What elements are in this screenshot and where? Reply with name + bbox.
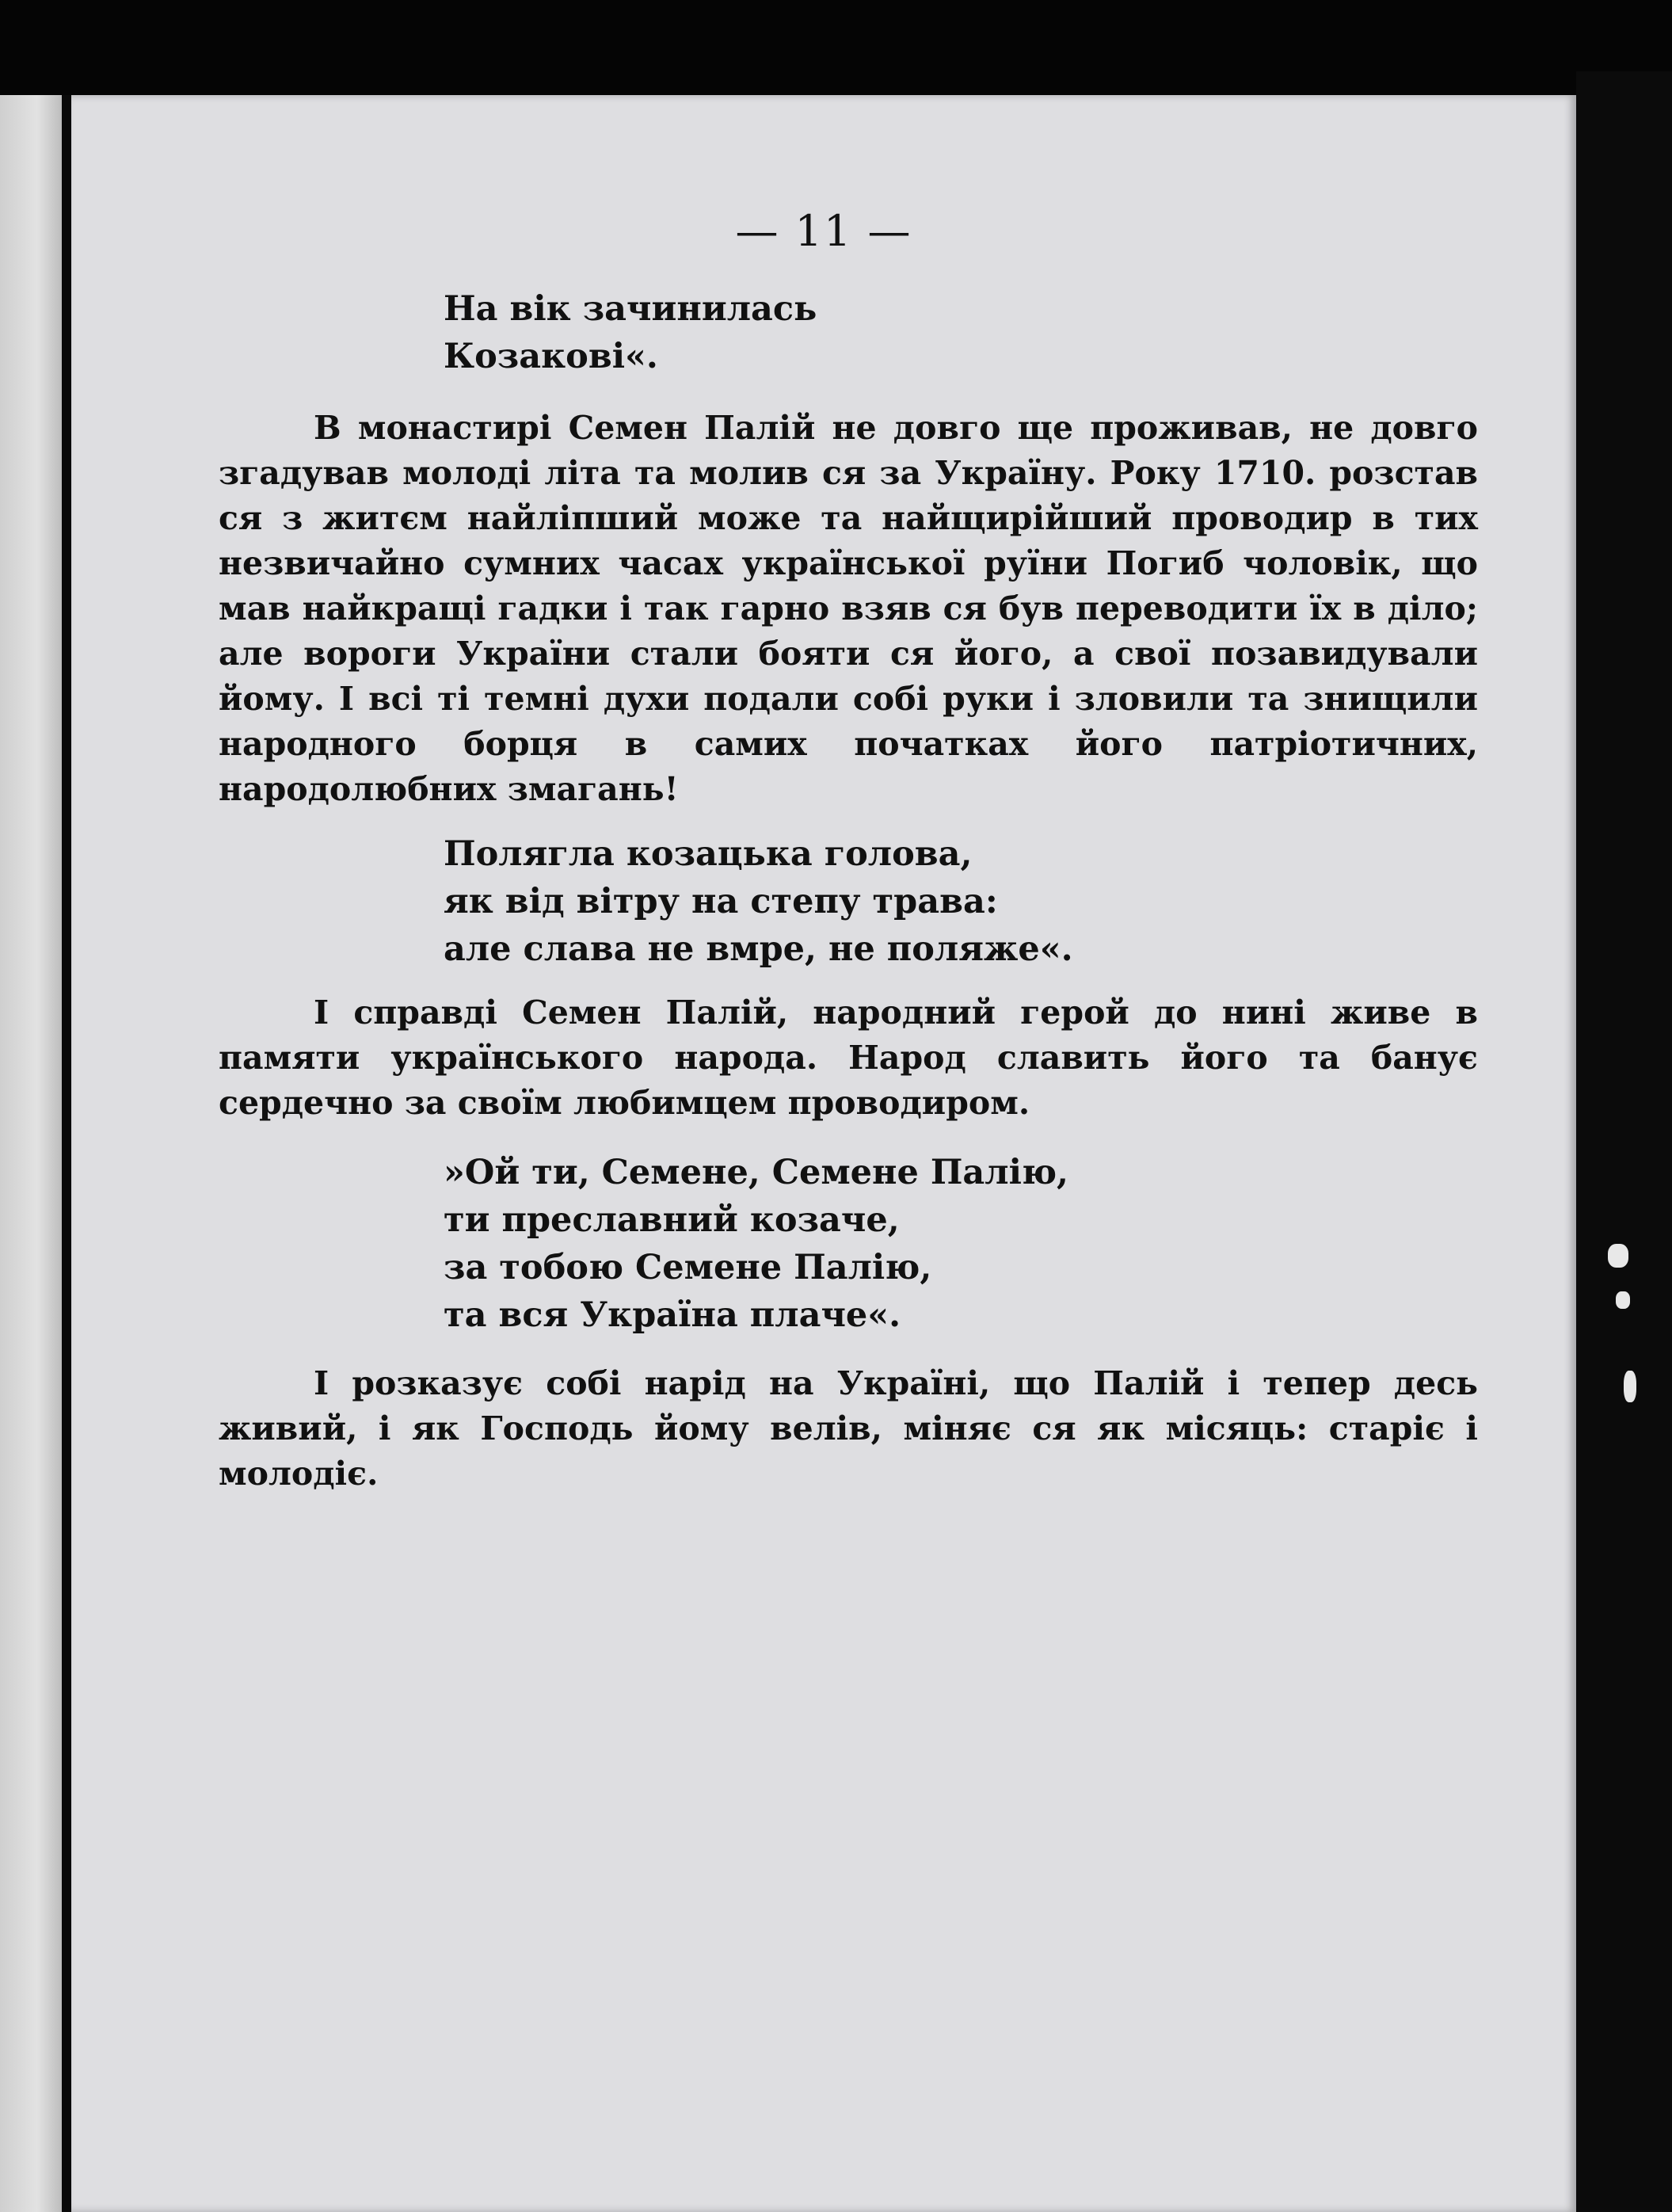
verse-line: Полягла козацька голова, [444,834,973,874]
verse-line: але слава не вмре, не поляже«. [444,929,1073,969]
verse-line: Козакові«. [444,337,658,376]
verse-line: за тобою Семене Палію, [444,1248,932,1287]
previous-page-edge [0,95,62,2212]
verse-line: та вся Україна плаче«. [444,1295,901,1335]
verse-line: На вік зачинилась [444,289,817,329]
verse-line: »Ой ти, Семене, Семене Палію, [444,1153,1069,1192]
verse-1 [444,285,817,380]
page-text [71,95,1576,2212]
book-page [71,95,1576,2212]
verse-2 [444,830,1073,973]
verse-line: як від вітру на степу трава: [444,882,998,921]
paragraph-3: І розказує собі нарід на Україні, що Палій і тепер десь живий, і як Господь йому велів, міняє ся як місяць: старіє і молодіє. [219,1364,1478,1493]
verse-3 [444,1149,1068,1339]
paragraph-2: І справді Семен Палій, народний герой до нині живе в памяти українського народа. Народ славить його та банує сердечно за своїм любимцем проводиром. [219,993,1478,1122]
page-gutter-shadow [62,95,71,2212]
scan-background-right [1576,71,1672,2212]
paragraph-1: В монастирі Семен Палій не довго ще проживав, не довго згадував молоді літа та молив ся за Україну. Року 1710. розстав ся з житєм найліпший може та найщирійший проводир в тих незвичайно сумних часах української руїни Погиб чоловік, що мав найкращі гадки і так гарно взяв ся був переводити їх в діло; але вороги України стали бояти ся його, а свої позавидували йому. І всі ті темні духи подали собі руки і зловили та знищили народного борця в самих початках його патріотичних, народолюбних змагань! [219,409,1478,808]
verse-line: ти преславний козаче, [444,1200,900,1240]
page-number: — 11 — [735,206,912,256]
